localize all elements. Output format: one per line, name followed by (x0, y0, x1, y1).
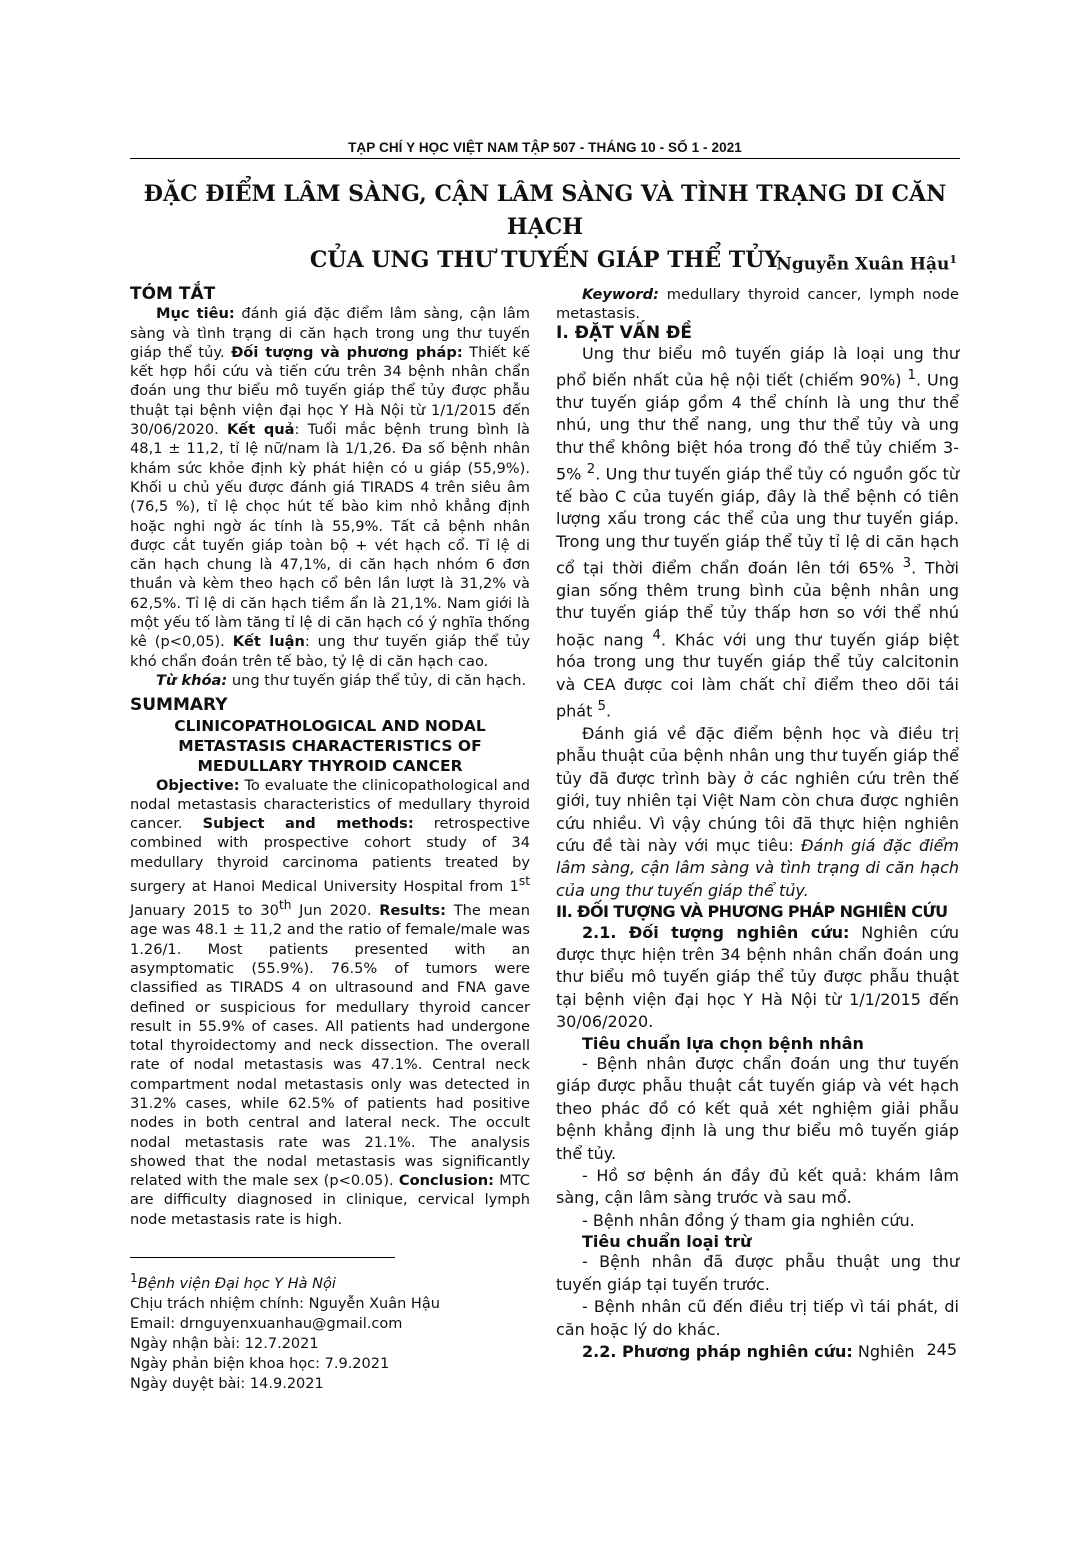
label-tu-khoa: Từ khóa: (156, 671, 228, 689)
inclusion-heading: Tiêu chuẩn lựa chọn bệnh nhân (582, 1033, 864, 1053)
summary-title: CLINICOPATHOLOGICAL AND NODAL METASTASIS CHARACTERISTICS OF MEDULLARY THYROID CANCER (174, 716, 486, 775)
text-methods-c: Jun 2020. (291, 902, 380, 920)
s1-p2-a: Đánh giá về đặc điểm bệnh học và điều trị phẫu thuật của bệnh nhân ung thư tuyến giáp thể tủy đã được trình bày ở các nghiên cứu trên thế giới, tuy nhiên tại Việt Nam còn chưa được nghiên cứu nhiều. Vì vậy chúng tôi đã thực hiện nghiên cứu đề tài này với mục tiêu: (556, 724, 959, 856)
exclusion-1: - Bệnh nhân đã được phẫu thuật ung thư tuyến giáp tại tuyến trước. (556, 1252, 959, 1294)
footnotes (130, 1268, 530, 1394)
footnote-affiliation (130, 1268, 530, 1294)
title-line-2: CỦA UNG THƯ TUYẾN GIÁP THỂ TỦY (309, 247, 781, 273)
s1-p1-d: . Thời gian sống thêm trung bình của bệnh nhân ung thư tuyến giáp thể tủy thấp hơn so với thể nhú hoặc nang (556, 558, 959, 650)
label-objective: Objective: (156, 776, 240, 794)
abstract-vi-body (130, 304, 530, 671)
text-ket-luan: : ung thư tuyến giáp thể tủy khó chẩn đoán trên tế bào, tỷ lệ di căn hạch cao. (130, 633, 531, 670)
label-muc-tieu: Mục tiêu: (156, 305, 235, 323)
section-1-paragraph-1 (556, 343, 959, 723)
label-keyword: Keyword: (582, 286, 659, 303)
text-methods-a: retrospective combined with prospective cohort study of 34 medullary thyroid carcinoma patients treated by surgery at Hanoi Medical University Hospital from 1 (130, 815, 531, 895)
author-affil-mark: 1 (949, 253, 957, 266)
s22-label: 2.2. Phương pháp nghiên cứu: (582, 1342, 853, 1362)
section-1-paragraph-2 (556, 723, 959, 902)
text-methods-b: January 2015 to 30 (130, 902, 279, 920)
author (776, 253, 957, 275)
text-doi-tuong: Thiết kế kết hợp hồi cứu và tiến cứu trên 34 bệnh nhân chẩn đoán ung thư biểu mô tuyến giáp thể tủy được phẫu thuật tại bệnh viện đại học Y Hà Nội từ 1/1/2015 đến 30/06/2020. (130, 343, 530, 439)
s1-p1-f: . (605, 701, 612, 721)
summary-body (130, 776, 530, 1230)
right-column (556, 285, 959, 1363)
text-ket-qua: : Tuổi mắc bệnh trung bình là 48,1 ± 11,2, tỉ lệ nữ/nam là 1/1,26. Đa số bệnh nhân khám sức khỏe định kỳ phát hiện có u giáp (55,9%). Khối u chủ yếu được đánh giá TIRADS 4 trên siêu âm (76,5 %), tỉ lệ chọc hút tế bào kim nhỏ khẳng định hoặc nghi ngờ ác tính là 55,9%. Tất cả bệnh nhân được cắt tuyến giáp toàn bộ + vét hạch cổ. Tỉ lệ di căn hạch chung là 47,1%, di căn hạch nhóm 6 đơn thuần và kèm theo hạch cổ bên lần lượt là 31,2% và 62,5%. Tỉ lệ di căn hạch tiềm ẩn là 21,1%. Nam giới là một yếu tố làm tăng tỉ lệ di căn hạch có ý nghĩa thống kê (p<0,05). (130, 421, 530, 651)
inclusion-2: - Hồ sơ bệnh án đầy đủ kết quả: khám lâm sàng, cận lâm sàng trước và sau mổ. (556, 1165, 959, 1208)
section-2-2 (556, 1341, 959, 1363)
s1-p1-b: . Ung thư tuyến giáp gồm 4 thể chính là ung thư thể nhú, ung thư thể nang, ung thư thể tủy và ung thư thể không biệt hóa trong đó thể tủy chiếm 3-5% (556, 370, 959, 484)
s1-p1-c: . Ung thư tuyến giáp thể tủy có nguồn gốc từ tế bào C của tuyến giáp, đây là thể bệnh có tiên lượng xấu trong các thể của ung thư tuyến giáp. Trong ung thư tuyến giáp thể tủy tỉ lệ di căn hạch cổ tại thời điểm chẩn đoán lên tới 65% (556, 464, 960, 578)
footnote-affiliation-text: Bệnh viện Đại học Y Hà Nội (137, 1275, 336, 1292)
footnote-responsible: Chịu trách nhiệm chính: Nguyễn Xuân Hậu (130, 1295, 440, 1312)
s1-p1-a: Ung thư biểu mô tuyến giáp là loại ung thư phổ biến nhất của hệ nội tiết (chiếm 90%) (556, 343, 959, 390)
sup-th: th (278, 898, 292, 913)
s22-text: Nghiên (852, 1342, 915, 1362)
footnote-rule (130, 1257, 395, 1258)
text-keyword: medullary thyroid cancer, lymph node metastasis. (556, 286, 959, 323)
s21-text: Nghiên cứu được thực hiện trên 34 bệnh nhân chẩn đoán ung thư biểu mô tuyến giáp thể tủy được phẫu thuật tại bệnh viện đại học Y Hà Nội từ 1/1/2015 đến 30/06/2020. (556, 922, 959, 1032)
section-2-1 (556, 922, 959, 1034)
inclusion-1: - Bệnh nhân được chẩn đoán ung thư tuyến giáp được phẫu thuật cắt tuyến giáp và vét hạch theo phác đồ có kết quả xét nghiệm giải phẫu bệnh khẳng định là ung thư biểu mô tuyến giáp thể tủy. (556, 1053, 959, 1163)
label-ket-luan: Kết luận (232, 633, 305, 651)
footnote-accepted: Ngày duyệt bài: 14.9.2021 (130, 1375, 324, 1392)
inclusion-3: - Bệnh nhân đồng ý tham gia nghiên cứu. (582, 1210, 915, 1230)
label-results: Results: (379, 902, 446, 920)
keywords-en (556, 285, 959, 324)
section-1-heading: I. ĐẶT VẤN ĐỀ (556, 322, 692, 343)
text-tu-khoa: ung thư tuyến giáp thể tủy, di căn hạch. (227, 671, 527, 689)
footnote-received: Ngày nhận bài: 12.7.2021 (130, 1335, 319, 1352)
s1-p1-e: . Khác với ung thư tuyến giáp biệt hóa trong ung thư tuyến giáp thể tủy calcitonin và CEA được coi làm chất chỉ điểm theo dõi tái phát (556, 630, 960, 721)
title-line-1: ĐẶC ĐIỂM LÂM SÀNG, CẬN LÂM SÀNG VÀ TÌNH TRẠNG DI CĂN HẠCH (143, 181, 947, 240)
label-conclusion: Conclusion: (398, 1172, 494, 1190)
section-2-heading: II. ĐỐI TƯỢNG VÀ PHƯƠNG PHÁP NGHIÊN CỨU (556, 902, 948, 922)
label-methods: Subject and methods: (202, 815, 414, 833)
label-doi-tuong: Đối tượng và phương pháp: (231, 343, 463, 361)
page-number: 245 (926, 1340, 957, 1359)
footnote-email: Email: drnguyenxuanhau@gmail.com (130, 1315, 403, 1332)
exclusion-heading: Tiêu chuẩn loại trừ (582, 1232, 752, 1252)
footnote-reviewed: Ngày phản biện khoa học: 7.9.2021 (130, 1355, 390, 1372)
label-ket-qua: Kết quả (226, 421, 295, 439)
exclusion-2: - Bệnh nhân cũ đến điều trị tiếp vì tái phát, di căn hoặc lý do khác. (556, 1297, 959, 1339)
summary-heading: SUMMARY (130, 695, 228, 716)
text-objective: To evaluate the clinicopathological and nodal metastasis characteristics of medullary thyroid cancer. (130, 776, 530, 833)
header-rule (130, 158, 960, 159)
ref-1: 1 (907, 368, 916, 384)
journal-header: TẠP CHÍ Y HỌC VIỆT NAM TẬP 507 - THÁNG 10 - SỐ 1 - 2021 (348, 140, 742, 155)
abstract-vi-heading: TÓM TẮT (130, 284, 216, 304)
ref-4: 4 (652, 627, 661, 643)
left-column (130, 285, 530, 1394)
text-results: The mean age was 48.1 ± 11,2 and the ratio of female/male was 1.26/1. Most patients presented with an asymptomatic (55.9%). 76.5% of tumors were classified as TIRADS 4 on ultrasound and FNA gave defined or suspicious for medullary thyroid cancer result in 55.9% of cases. All patients had undergone total thyroidectomy and neck dissection. The overall rate of nodal metastasis was 47.1%. Central neck compartment nodal metastasis only was detected in 31.2% cases, while 62.5% of patients had positive nodes in both central and lateral neck. The occult nodal metastasis rate was 21.1%. The analysis showed that the nodal metastasis was significantly related with the male sex (p<0.05). (130, 902, 530, 1190)
footnote-mark: 1 (130, 1271, 138, 1286)
s21-label: 2.1. Đối tượng nghiên cứu: (582, 922, 850, 942)
keywords-vi (130, 671, 530, 690)
sup-st: st (518, 874, 530, 889)
text-conclusion: MTC are difficulty diagnosed in clinique, cervical lymph node metastasis rate is high. (130, 1172, 531, 1228)
ref-2: 2 (586, 462, 596, 478)
text-muc-tieu: đánh giá đặc điểm lâm sàng, cận lâm sàng và tình trạng di căn hạch trong ung thư tuyến giáp thể tủy. (130, 305, 530, 361)
ref-5: 5 (597, 699, 606, 715)
s1-p2-objective: Đánh giá đặc điểm lâm sàng, cận lâm sàng và tình trạng di căn hạch của ung thư tuyến giáp thể tủy. (556, 836, 959, 900)
author-name: Nguyễn Xuân Hậu (776, 254, 950, 275)
ref-3: 3 (902, 556, 912, 572)
